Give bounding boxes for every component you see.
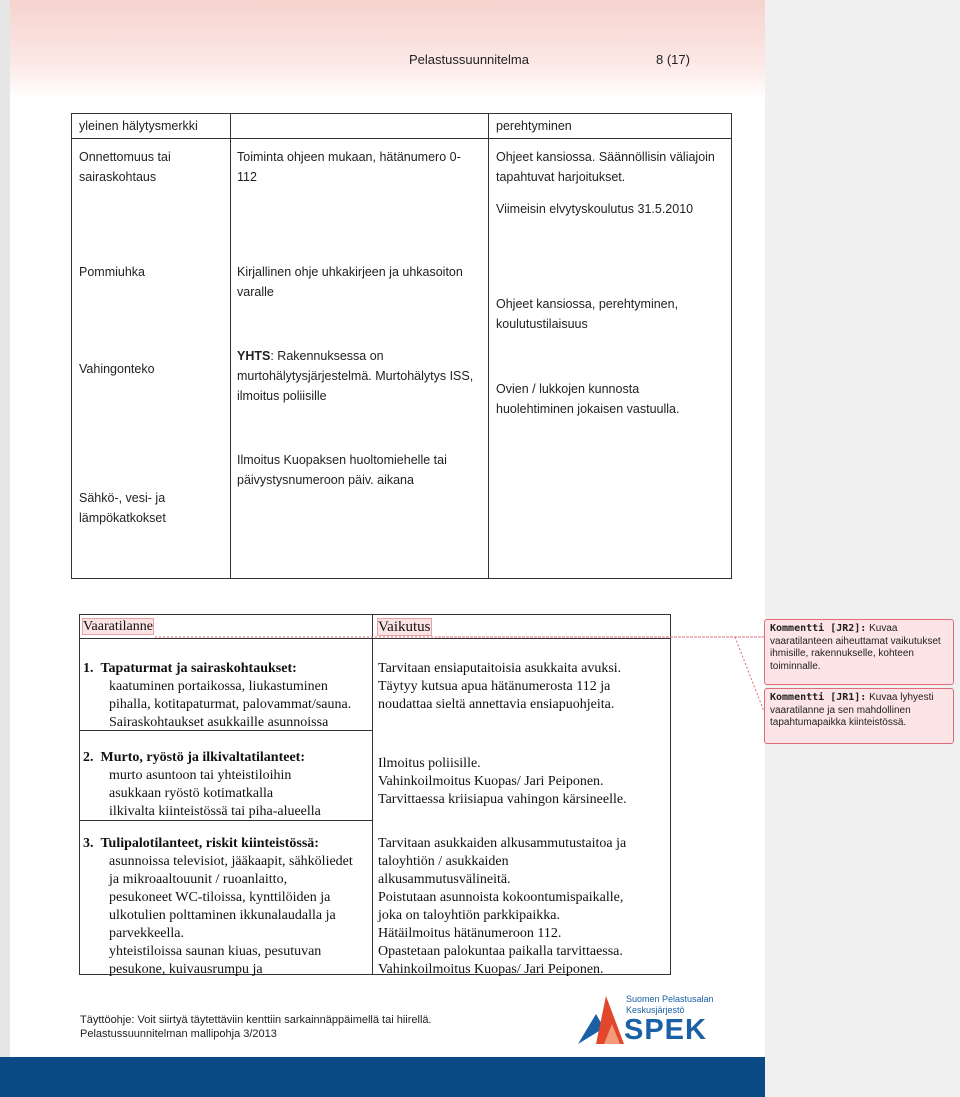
spek-logo	[574, 990, 724, 1048]
cell-accident-training: Ohjeet kansiossa. Säännöllisin väliajoin tapahtuvat harjoitukset. Viimeisin elvytyskoulutus 31.5.2010	[496, 150, 715, 216]
comment-jr1[interactable]: Kommentti [JR1]: Kuvaa lyhyesti vaaratilanne ja sen mahdollinen tapahtumapaikka kiinteistössä.	[764, 688, 954, 744]
cell-vandalism-action: YHTS: Rakennuksessa on murtohälytysjärjestelmä. Murtohälytys ISS, ilmoitus poliisille	[237, 349, 474, 403]
cell-bomb-threat: Pommiuhka	[79, 265, 145, 279]
footer-bar	[0, 1057, 765, 1097]
cell-alarm-signal: yleinen hälytysmerkki	[79, 119, 198, 133]
cell-vandalism: Vahingonteko	[79, 362, 155, 376]
hazard-item-2: 2. Murto, ryöstö ja ilkivaltatilanteet: murto asuntoon tai yhteistiloihin asukkaan ryöstö kotimatkalla ilkivalta kiinteistössä tai piha-alueella	[83, 750, 321, 819]
template-version: Pelastussuunnitelman mallipohja 3/2013	[80, 1028, 277, 1040]
cell-accident-title: Onnettomuus tai sairaskohtaus	[79, 150, 171, 184]
page-header-band	[10, 0, 765, 100]
cell-utility-action: Ilmoitus Kuopaksen huoltomiehelle tai päivystysnumeroon päiv. aikana	[237, 453, 447, 487]
effect-item-2: Ilmoitus poliisille. Vahinkoilmoitus Kuopas/ Jari Peiponen. Tarvittaessa kriisiapua vahingon kärsineelle.	[378, 756, 627, 807]
cell-accident-action: Toiminta ohjeen mukaan, hätänumero 0- 112	[237, 150, 461, 184]
fill-instruction: Täyttöohje: Voit siirtyä täytettäviin kenttiin sarkainnäppäimellä tai hiirellä.	[80, 1014, 432, 1026]
logo-brand: SPEK	[624, 1014, 707, 1046]
page-gutter	[0, 0, 10, 1097]
document-title: Pelastussuunnitelma	[409, 52, 529, 67]
page-number: 8 (17)	[656, 52, 690, 67]
effect-item-3: Tarvitaan asukkaiden alkusammutustaitoa ja taloyhtiön / asukkaiden alkusammutusvälineitä. Poistutaan asunnoista kokoontumispaikalle, joka on taloyhtiön parkkipaikka. Hätäilmoitus hätänumeroon 112. Opastetaan palokuntaa paikalla tarvittaessa. Vahinkoilmoitus Kuopas/ Jari Peiponen.	[378, 836, 627, 977]
comment-jr2[interactable]: Kommentti [JR2]: Kuvaa vaaratilanteen aiheuttamat vaikutukset ihmisille, rakennukselle, kohteen toiminnalle.	[764, 619, 954, 685]
cell-bomb-training: Ohjeet kansiossa, perehtyminen, koulutustilaisuus	[496, 297, 679, 331]
cell-orientation: perehtyminen	[496, 119, 572, 133]
hazard-column-header: Vaaratilanne	[83, 619, 153, 634]
effect-column-header: Vaikutus	[378, 619, 431, 635]
cell-utility-outage: Sähkö-, vesi- ja lämpökatkokset	[79, 491, 166, 525]
hazard-table	[79, 614, 671, 975]
response-table	[71, 113, 732, 579]
hazard-item-1: 1. Tapaturmat ja sairaskohtaukset: kaatuminen portaikossa, liukastuminen pihalla, kotitapaturmat, palovammat/sauna. Sairaskohtaukset asukkaille asunnoissa	[83, 661, 352, 730]
effect-item-1: Tarvitaan ensiaputaitoisia asukkaita avuksi. Täytyy kutsua apua hätänumerosta 112 ja noudattaa sieltä annettavia ensiapuohjeita.	[378, 661, 622, 712]
cell-bomb-action: Kirjallinen ohje uhkakirjeen ja uhkasoiton varalle	[237, 265, 463, 299]
hazard-item-3: 3. Tulipalotilanteet, riskit kiinteistössä: asunnoissa televisiot, jääkaapit, sähköliedet ja mikroaaltouunit / ruoanlaitto, pesukoneet WC-tiloissa, kynttilöiden ja ulkotulien polttaminen ikkunalaudalla ja parvekkeella. yhteistiloissa saunan kiuas, pesutuvan pesukone, kuivausrumpu ja	[83, 836, 353, 977]
logo-org-name: Suomen Pelastusalan Keskusjärjestö	[626, 994, 714, 1015]
cell-vandalism-responsibility: Ovien / lukkojen kunnosta huolehtiminen jokaisen vastuulla.	[496, 382, 680, 416]
